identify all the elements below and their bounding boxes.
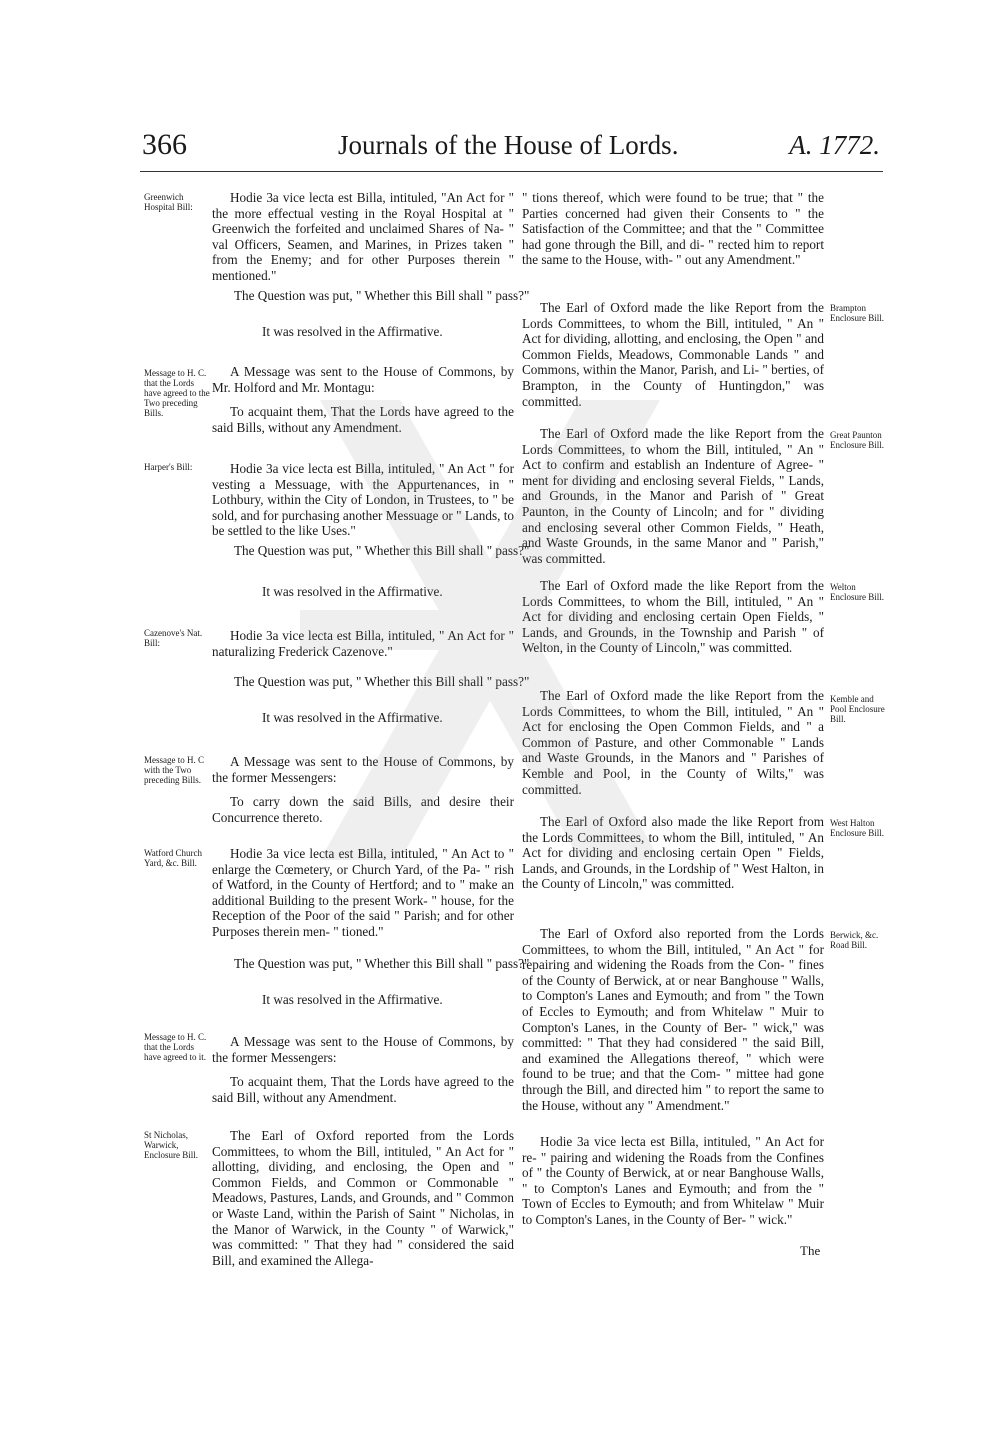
kemble-report: The Earl of Oxford made the like Report from the Lords Committees, to whom the Bill, intituled, " An " Act for enclosing the Open Common Fields, and " a Common of Pasture, and other Commonable " Lands and Waste Grounds, in the Manors and " Parishes of Kemble and Pool, in the County of Wilts," was committed.	[522, 688, 824, 797]
question-3: The Question was put, " Whether this Bill shall " pass?"	[234, 674, 530, 689]
harper-reading: Hodie 3a vice lecta est Billa, intituled, " An Act " for vesting a Messuage, with the Appurtenances, in " Lothbury, within the City of London, in Trustees, to " be sold, and for purchasing another Messuage or " Lands, to be settled to the like Uses."	[212, 461, 514, 539]
message-3-b: To acquaint them, That the Lords have agreed to the said Bill, without any Amendment.	[212, 1074, 514, 1105]
cazenove-reading: Hodie 3a vice lecta est Billa, intituled, " An Act for " naturalizing Frederick Cazenove."	[212, 628, 514, 659]
welton-report: The Earl of Oxford made the like Report from the Lords Committees, to whom the Bill, intituled, " An " Act for dividing and enclosing certain Open Fields, " Lands, and Grounds, in the Township and Parish " of Welton, in the County of Lincoln," was committed.	[522, 578, 824, 656]
margin-note-message-3: Message to H. C. that the Lords have agreed to it.	[144, 1032, 207, 1062]
berwick-report: The Earl of Oxford also reported from the Lords Committees, to whom the Bill, intituled, " An Act " for repairing and widening the Roads from the Con- " fines of the County of Berwick, at or near Banghouse " Walls, to Compton's Lanes and Eymouth; and from " the Town of Eccles to Eymouth; and from Whitelaw " Muir to Compton's Lanes, in the County of Ber- " wick," was committed: " That they had considered " the said Bill, and examined the Allegations thereof, " which were found to be true; and that the Com- " mittee had gone through the Bill, and directed him " to report the same to the House, without any " Amendment."	[522, 926, 824, 1113]
margin-note-watford: Watford Church Yard, &c. Bill.	[144, 848, 203, 868]
margin-note-great-paunton: Great Paunton Enclosure Bill.	[830, 430, 884, 450]
great-paunton-report: The Earl of Oxford made the like Report from the Lords Committees, to whom the Bill, intituled, " An " Act to confirm and establish an Indenture of Agree- " ment for dividing and enclosing several Fields, " Lands, and Grounds, in the Manor and Parish of " Great Paunton, in the County of Lincoln; and for " dividing and enclosing several other Common Fields, " Heath, and Waste Grounds, in the same Manor and " Parish," was committed.	[522, 426, 824, 566]
watford-reading: Hodie 3a vice lecta est Billa, intituled, " An Act to " enlarge the Cœmetery, or Church Yard, of the Pa- " rish of Watford, in the County of Hertford; and to " make an additional Building to the present Work- " house, for the Reception of the Poor of the said " Parish; and for other Purposes therein men- " tioned."	[212, 846, 514, 939]
resolved-1: It was resolved in the Affirmative.	[262, 324, 443, 339]
message-2-b: To carry down the said Bills, and desire their Concurrence thereto.	[212, 794, 514, 825]
message-1-b: To acquaint them, That the Lords have agreed to the said Bills, without any Amendment.	[212, 404, 514, 435]
message-3-a: A Message was sent to the House of Commons, by the former Messengers:	[212, 1034, 514, 1065]
stnicholas-continued: " tions thereof, which were found to be true; that " the Parties concerned had given their Consents to " the Satisfaction of the Committee; and that the " Committee had gone through the Bill, and di- " rected him to report the same to the House, with- " out any Amendment."	[522, 190, 824, 268]
page-number: 366	[142, 128, 187, 161]
page-year: A. 1772.	[789, 130, 880, 160]
margin-note-welton: Welton Enclosure Bill.	[830, 582, 884, 602]
message-2-a: A Message was sent to the House of Commons, by the former Messengers:	[212, 754, 514, 785]
resolved-3: It was resolved in the Affirmative.	[262, 710, 443, 725]
margin-note-brampton: Brampton Enclosure Bill.	[830, 303, 884, 323]
question-4: The Question was put, " Whether this Bill shall " pass?"	[234, 956, 530, 971]
page-title: Journals of the House of Lords.	[338, 130, 679, 160]
resolved-2: It was resolved in the Affirmative.	[262, 584, 443, 599]
margin-note-message-1: Message to H. C. that the Lords have agreed to the Two preceding Bills.	[144, 368, 210, 418]
page-header	[140, 128, 880, 172]
margin-note-berwick: Berwick, &c. Road Bill.	[830, 930, 879, 950]
resolved-4: It was resolved in the Affirmative.	[262, 992, 443, 1007]
catchword: The	[800, 1243, 821, 1258]
berwick-reading: Hodie 3a vice lecta est Billa, intituled, " An Act for re- " pairing and widening the Roads from the Confines of " the County of Berwick, at or near Banghouse Walls, " to Compton's Lanes and Eymouth; and from the " Town of Eccles to Eymouth; and from Whitelaw " Muir to Compton's Lanes, in the County of Ber- " wick."	[522, 1134, 824, 1227]
margin-note-west-halton: West Halton Enclosure Bill.	[830, 818, 884, 838]
margin-note-cazenove: Cazenove's Nat. Bill:	[144, 628, 203, 648]
header-rule	[140, 171, 883, 172]
margin-note-greenwich: Greenwich Hospital Bill:	[144, 192, 193, 212]
west-halton-report: The Earl of Oxford also made the like Report from the Lords Committees, to whom the Bill, intituled, " An Act for dividing and enclosing certain Open " Fields, Lands, and Grounds, in the Lordship of " West Halton, in the County of Lincoln," was committed.	[522, 814, 824, 892]
question-1: The Question was put, " Whether this Bill shall " pass?"	[234, 288, 530, 303]
brampton-report: The Earl of Oxford made the like Report from the Lords Committees, to whom the Bill, intituled, " An " Act for dividing, allotting, and enclosing, the Open " and Common Fields, Meadows, Commonable Lands " and Commons, within the Manor, Parish, and Li- " berties, of Brampton, in the County of Huntingdon," was committed.	[522, 300, 824, 409]
margin-note-harper: Harper's Bill:	[144, 462, 193, 472]
message-1-a: A Message was sent to the House of Commons, by Mr. Holford and Mr. Montagu:	[212, 364, 514, 395]
margin-note-message-2: Message to H. C with the Two preceding Bills.	[144, 755, 204, 785]
question-2: The Question was put, " Whether this Bill shall " pass?"	[234, 543, 530, 558]
margin-note-stnicholas: St Nicholas, Warwick, Enclosure Bill.	[144, 1130, 198, 1160]
stnicholas-report: The Earl of Oxford reported from the Lords Committees, to whom the Bill, intituled, " An Act for " allotting, dividing, and enclosing, the Open and " Common Fields, and Common or Commonable " Meadows, Pastures, Lands, and Grounds, and " Common or Waste Land, within the Parish of Saint " Nicholas, in the Manor of Warwick, in the County " of Warwick," was committed: " That they had " considered the said Bill, and examined the Allega-	[212, 1128, 514, 1268]
margin-note-kemble: Kemble and Pool Enclosure Bill.	[830, 694, 885, 724]
greenwich-reading: Hodie 3a vice lecta est Billa, intituled, "An Act for " the more effectual vesting in the Royal Hospital at " Greenwich the forfeited and unclaimed Shares of Na- " val Officers, Seamen, and Marines, in Prizes taken " from the Enemy; and for other Purposes therein " mentioned."	[212, 190, 514, 283]
